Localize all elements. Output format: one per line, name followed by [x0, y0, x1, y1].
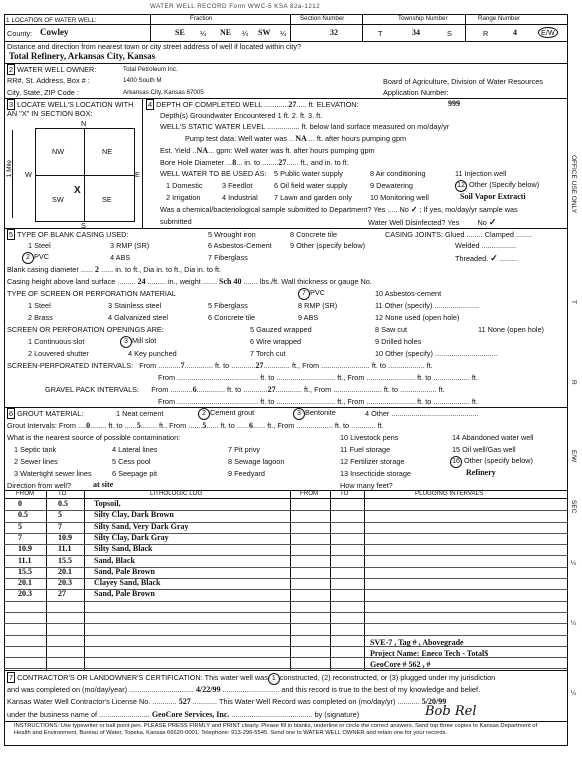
- screen-label: TYPE OF SCREEN OR PERFORATION MATERIAL: [7, 289, 176, 298]
- perf-intervals-2: From ........................................ ft. to ............................. ft., From ........................ ft. to .................. ft.: [158, 373, 478, 382]
- open-5: 5 Gauzed wrapped: [250, 325, 312, 334]
- ne-label: NE: [102, 147, 113, 156]
- screen-10: 10 Asbestos-cement: [375, 289, 442, 298]
- contam-5: 5 Cess pool: [112, 457, 151, 466]
- log-from: 20.1: [18, 578, 32, 588]
- plug-header-from: FROM: [300, 490, 319, 497]
- openings-label: SCREEN OR PERFORATION OPENINGS ARE:: [7, 325, 164, 334]
- gravel-intervals-2: From ........................................ ft. to ............................. ft., From ........................ ft. to .................. ft.: [158, 397, 478, 406]
- grout-1: 1 Neat cement: [116, 409, 164, 418]
- screen-1: 1 Steel: [28, 301, 51, 310]
- open-3: 3 Mill slot: [120, 336, 156, 348]
- log-to: 10.9: [58, 532, 72, 542]
- contam-8: 8 Sewage lagoon: [228, 457, 285, 466]
- groundwater-label: Depth(s) Groundwater Encountered 1 ft. 2. ft. 3. ft.: [160, 111, 323, 120]
- log-lithology: Silty Sand, Very Dark Gray: [94, 521, 189, 531]
- side-sec: SEC: [570, 500, 577, 514]
- use-1: 1 Domestic: [166, 181, 203, 190]
- log-to: 11.1: [58, 544, 72, 554]
- use-10: 10 Monitoring well: [370, 193, 429, 202]
- use-5: 5 Public water supply: [274, 169, 343, 178]
- screen-2: 2 Brass: [28, 313, 53, 322]
- contam-6: 6 Seepage pit: [112, 469, 158, 478]
- cert-line-1: 7 CONTRACTOR'S OR LANDOWNER'S CERTIFICATION: This water well was 1 constructed, (2) reconstructed, or (3) plugged under my jurisdiction: [7, 673, 495, 685]
- log-from: 0.5: [18, 510, 28, 520]
- well-x-mark: X: [74, 185, 81, 196]
- log-lithology: Sand, Pale Brown: [94, 589, 155, 599]
- log-from: 11.1: [18, 555, 32, 565]
- screen-9: 9 ABS: [298, 313, 319, 322]
- township-label: Township Number: [398, 15, 448, 22]
- r-label: R: [483, 29, 489, 38]
- open-9: 9 Drilled holes: [375, 337, 422, 346]
- depth-completed: 4 DEPTH OF COMPLETED WELL ............27..... ft. ELEVATION:: [148, 100, 359, 109]
- casing-9: 9 Other (specify below): [290, 241, 366, 250]
- owner-city: Arkansas City, Kansas 67005: [123, 89, 204, 96]
- contam-9: 9 Feedyard: [228, 469, 265, 478]
- direction-label: Direction from well?: [7, 481, 72, 490]
- log-from: 15.5: [18, 566, 32, 576]
- log-lithology: Sand, Pale Brown: [94, 566, 155, 576]
- west-label: W: [25, 170, 32, 179]
- log-to: 27: [58, 589, 66, 599]
- static-level: WELL'S STATIC WATER LEVEL ................ ft. below land surface measured on mo/day/yr: [160, 122, 450, 131]
- north-label: N: [81, 119, 87, 128]
- disinfected-label: Water Well Disinfected? Yes No ✓: [368, 217, 497, 227]
- screen-7-pvc: 7 PVC: [298, 288, 325, 300]
- log-lithology: Silty Sand, Black: [94, 544, 153, 554]
- casing-3: 3 RMP (SR): [110, 241, 150, 250]
- plug-header-to: TO: [340, 490, 349, 497]
- bact-question: Was a chemical/bacteriological sample submitted to Department? Yes ..... No ✓ ; If yes, mo/day/yr sample was: [160, 205, 518, 214]
- gravel-intervals: GRAVEL PACK INTERVALS: From ...........6.............. ft. to ............27............. ft., From ........................ ft. to .................. ft.: [45, 385, 445, 394]
- casing-4: 4 ABS: [110, 253, 131, 262]
- table-row: [4, 657, 567, 669]
- log-lithology: Topsoil,: [94, 499, 121, 508]
- fraction-3: SW: [258, 28, 271, 37]
- log-lithology: Silty Clay, Dark Brown: [94, 510, 174, 520]
- range-value: 4: [513, 28, 517, 37]
- open-8: 8 Saw cut: [375, 325, 408, 334]
- open-4: 4 Key punched: [128, 349, 177, 358]
- contam-13: 13 Insecticide storage: [340, 469, 411, 478]
- casing-5: 5 Wrought iron: [208, 230, 256, 239]
- grout-2: 2 Cement grout: [198, 408, 254, 420]
- grout-intervals: Grout Intervals: From ....0........ ft. to ......5........ ft., From .......5...... ft. to ......6...... ft., From .................. ft. to ............ ft.: [7, 421, 384, 430]
- grout-4: 4 Other ...........................................: [365, 409, 479, 418]
- screen-5: 5 Fiberglass: [208, 301, 248, 310]
- instructions: INSTRUCTIONS: Use typewriter or ball point pen. PLEASE PRESS FIRMLY and PRINT clearly. Please fill in blanks, underline or circle the correct answers. Send top three copies to Kansas Department of Health and Environment, Bureau of Water, Topeka, Kansas 66620-0001. Telephone: 913-296-5545. Send one to WATER WELL OWNER and retain one for your records.: [14, 723, 538, 736]
- use-8: 8 Air conditioning: [370, 169, 426, 178]
- contam-14: 14 Abandoned water well: [452, 433, 534, 442]
- open-6: 6 Wire wrapped: [250, 337, 302, 346]
- use-12: 12 Other (Specify below): [455, 180, 539, 192]
- use-3: 3 Feedlot: [222, 181, 253, 190]
- casing-joints: CASING JOINTS: Glued ........ Clamped ........: [385, 230, 533, 239]
- office-use-label: OFFICE USE ONLY: [570, 155, 577, 214]
- note-geocore: GeoCore # 562 , #: [370, 660, 431, 669]
- casing-6: 6 Asbestos-Cement: [208, 241, 272, 250]
- side-ew: E/W: [570, 450, 577, 463]
- fraction-1: SE: [175, 28, 185, 37]
- use-11: 11 Injection well: [455, 169, 507, 178]
- contam-1: 1 Septic tank: [14, 445, 57, 454]
- screen-4: 4 Galvanized steel: [108, 313, 169, 322]
- township-value: 34: [412, 28, 420, 37]
- quarter-3: ¼: [280, 29, 287, 38]
- casing-threaded: Threaded. ✓ .........: [455, 253, 519, 263]
- log-from: 5: [18, 521, 22, 531]
- se-label: SE: [102, 195, 112, 204]
- fraction-label: Fraction: [190, 15, 213, 22]
- log-to: 5: [58, 510, 62, 520]
- use-2: 2 Irrigation: [166, 193, 201, 202]
- log-header-to: TO: [58, 490, 67, 497]
- log-from: 10.9: [18, 544, 32, 554]
- owner-name: Total Petroleum Inc.: [123, 66, 178, 73]
- contam-11: 11 Fuel storage: [340, 445, 391, 454]
- log-to: 20.1: [58, 566, 72, 576]
- casing-label: 5 TYPE OF BLANK CASING USED:: [9, 230, 129, 239]
- note-sve: SVE-7 , Tag # , Abovegrade: [370, 638, 464, 647]
- casing-1: 1 Steel: [28, 241, 51, 250]
- contam-2: 2 Sewer lines: [14, 457, 58, 466]
- locate-label: 3 LOCATE WELL'S LOCATION WITH AN "X" IN SECTION BOX:: [7, 100, 134, 118]
- use-9: 9 Dewatering: [370, 181, 413, 190]
- side-t: T: [570, 300, 577, 304]
- quarter-2: ¼: [242, 29, 249, 38]
- screen-6: 6 Concrete tile: [208, 313, 256, 322]
- contam-label: What is the nearest source of possible contamination:: [7, 433, 181, 442]
- application-number-label: Application Number:: [383, 88, 449, 97]
- cert-line-4: under the business name of ......................... GeoCore Services, Inc. ........................................ by (signature): [7, 710, 360, 719]
- signature: Bob Rel: [425, 704, 477, 719]
- grout-3: 3 Bentonite: [293, 408, 336, 420]
- location-label: 1 LOCATION OF WATER WELL:: [6, 17, 97, 24]
- casing-diameter: Blank casing diameter ...... 2 ...... in. to ft., Dia in. to ft., Dia in. to ft.: [7, 265, 222, 274]
- perf-intervals: SCREEN-PERFORATED INTERVALS: From ...........7.............. ft. to ............27............. ft., From ........................ ft. to .................. ft.: [7, 361, 433, 370]
- open-11: 11 None (open hole): [478, 325, 544, 334]
- grout-label: 6 GROUT MATERIAL:: [9, 409, 84, 418]
- log-to: 15.5: [58, 555, 72, 565]
- open-7: 7 Torch cut: [250, 349, 286, 358]
- side-r: R: [570, 380, 577, 385]
- contam-10: 10 Livestock pens: [340, 433, 399, 442]
- rr-label: RR#, St. Address, Box # :: [7, 76, 90, 85]
- sw-label: SW: [52, 195, 64, 204]
- log-lithology: Silty Clay, Dark Gray: [94, 532, 169, 542]
- contam-15: 15 Oil well/Gas well: [452, 445, 516, 454]
- screen-3: 3 Stainless steel: [108, 301, 162, 310]
- how-many-label: How many feet?: [340, 481, 393, 490]
- open-2: 2 Louvered shutter: [28, 349, 89, 358]
- direction-value: at site: [93, 480, 114, 489]
- t-label: T: [378, 29, 383, 38]
- south-label: S: [81, 221, 86, 230]
- contam-7: 7 Pit privy: [228, 445, 261, 454]
- county-value: Cowley: [40, 27, 69, 37]
- use-7: 7 Lawn and garden only: [274, 193, 352, 202]
- board-label: Board of Agriculture, Division of Water Resources: [383, 77, 543, 86]
- screen-11: 11 Other (specify) ......................: [375, 301, 480, 310]
- use-6: 6 Oil field water supply: [274, 181, 348, 190]
- ew-value: E/W: [538, 27, 558, 38]
- fraction-2: NE: [220, 28, 232, 37]
- county-label: County:: [7, 29, 33, 38]
- contam-3: 3 Watertight sewer lines: [14, 469, 92, 478]
- log-to: 7: [58, 521, 62, 531]
- contam-4: 4 Lateral lines: [112, 445, 158, 454]
- range-label: Range Number: [478, 15, 520, 22]
- side-q1: ¼: [570, 560, 577, 567]
- log-lithology: Clayey Sand, Black: [94, 578, 161, 588]
- plug-header-intervals: PLUGGING INTERVALS: [415, 490, 484, 497]
- distance-value: Total Refinery, Arkansas City, Kansas: [9, 51, 156, 61]
- casing-height: Casing height above land surface ......... 24 ......... in., weight ....... Sch 40 ....... lbs./ft. Wall thickness or gauge No.: [7, 277, 372, 286]
- section-box: [35, 128, 135, 222]
- note-project: Project Name: Eneco Tech - Total$: [370, 649, 489, 658]
- casing-2-pvc: 2 PVC: [22, 252, 49, 264]
- casing-8: 8 Concrete tile: [290, 230, 338, 239]
- log-to: 20.3: [58, 578, 72, 588]
- log-from: 20.3: [18, 589, 32, 599]
- owner-address: 1400 South M: [123, 77, 162, 84]
- owner-label: 2 WATER WELL OWNER:: [9, 65, 97, 74]
- cert-line-3: Kansas Water Well Contractor's License No. ............ 527 ............ This Water Well Record was completed on (mo/day/yr) ........... 5/20/99: [7, 697, 447, 706]
- other-contam-value: Refinery: [466, 468, 496, 477]
- use-4: 4 Industrial: [222, 193, 258, 202]
- log-to: 0.5: [58, 499, 68, 508]
- screen-8: 8 RMP (SR): [298, 301, 338, 310]
- distance-label: Distance and direction from nearest town or city street address of well if located within city?: [7, 42, 302, 51]
- section-number-label: Section Number: [300, 15, 345, 22]
- section-value: 32: [330, 28, 338, 37]
- form-title: WATER WELL RECORD Form WWC-5 KSA 82a-1212: [150, 3, 321, 10]
- other-use-value: Soil Vapor Extracti: [460, 192, 526, 201]
- city-label: City, State, ZIP Code :: [7, 88, 79, 97]
- yield: Est. Yield ..NA... gpm: Well water was ft. after hours pumping gpm: [160, 146, 375, 155]
- cert-line-2: and was completed on (mo/day/year) ................................ 4/22/99 ............................ and this record is true to the best of my knowledge and belief.: [7, 685, 481, 694]
- submitted-label: submitted: [160, 217, 192, 226]
- screen-12: 12 None used (open hole): [375, 313, 460, 322]
- open-10: 10 Other (specify) ...............................: [375, 349, 498, 358]
- log-header-from: FROM: [16, 490, 35, 497]
- contam-16: 16 Other (specify below): [450, 456, 533, 468]
- pump-test: Pump test data: Well water was .. NA ... ft. after hours pumping gpm: [185, 134, 407, 143]
- quarter-1: ¼: [200, 29, 207, 38]
- casing-welded: Welded .................: [455, 241, 517, 250]
- contam-12: 12 Fertilizer storage: [340, 457, 405, 466]
- use-label: WELL WATER TO BE USED AS:: [160, 169, 267, 178]
- open-1: 1 Continuous slot: [28, 337, 85, 346]
- bore-hole: Bore Hole Diameter ...8... in. to ........27...... ft., and in. to ft.: [160, 158, 349, 167]
- side-q2: ¼: [570, 620, 577, 627]
- mile-label: 1 Mile: [6, 160, 13, 178]
- east-label: E: [135, 170, 140, 179]
- log-header-lithology: LITHOLOGIC LOG: [150, 490, 203, 497]
- elevation-value: 999: [448, 99, 460, 108]
- log-from: 0: [18, 499, 22, 508]
- log-from: 7: [18, 532, 22, 542]
- side-q3: ¼: [570, 690, 577, 697]
- s-label: S: [447, 29, 452, 38]
- log-lithology: Sand, Black: [94, 555, 135, 565]
- casing-7: 7 Fiberglass: [208, 253, 248, 262]
- nw-label: NW: [52, 147, 65, 156]
